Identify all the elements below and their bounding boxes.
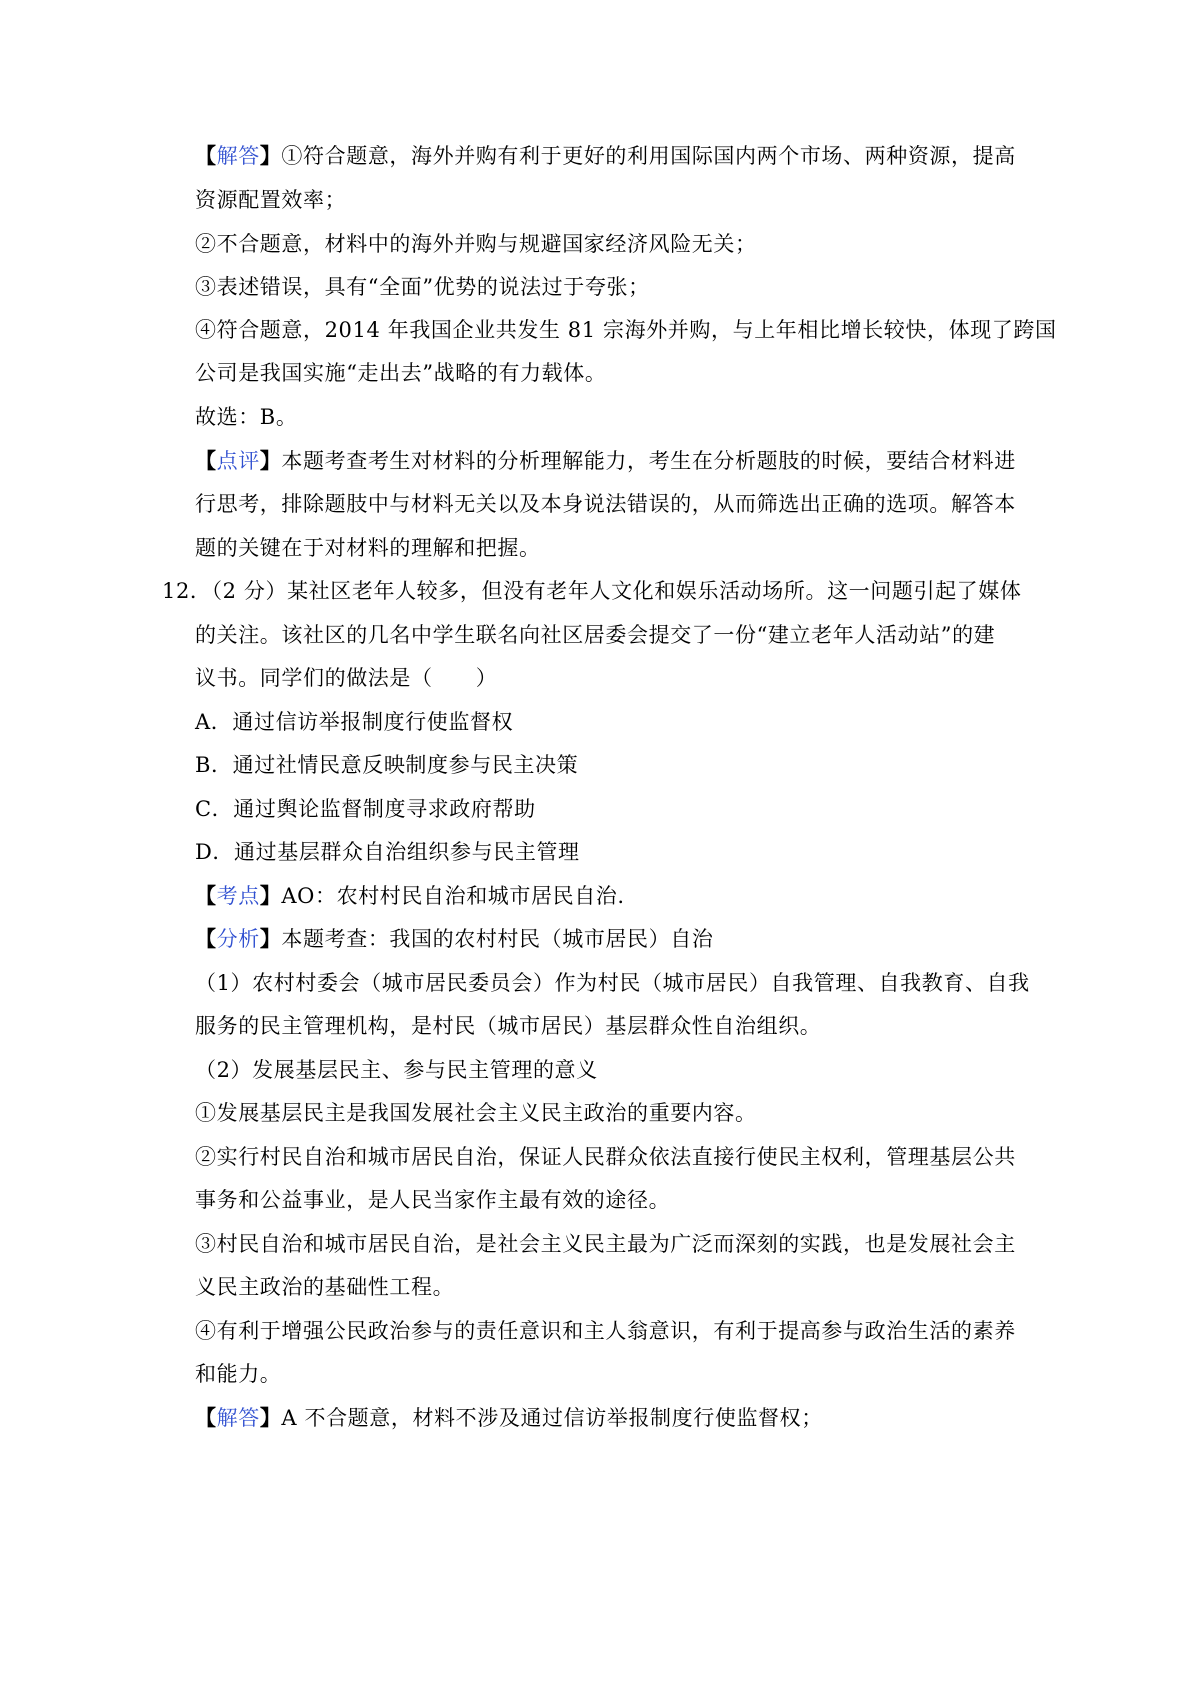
prev-answer-line-1: 【解答】①符合题意，海外并购有利于更好的利用国际国内两个市场、两种资源，提高: [195, 143, 1016, 168]
kaodian-line: 【考点】AO：农村村民自治和城市居民自治.: [195, 883, 625, 908]
comment-line-1: 【点评】本题考查考生对材料的分析理解能力，考生在分析题肢的时候，要结合材料进: [195, 448, 1016, 473]
fenxi-tag: 分析: [216, 927, 260, 951]
fenxi-line-10: ④有利于增强公民政治参与的责任意识和主人翁意识，有利于提高参与政治生活的素养: [195, 1319, 1016, 1343]
fenxi-line-9: 义民主政治的基础性工程。: [195, 1275, 455, 1299]
answer-tag: 解答: [216, 144, 260, 168]
question-12-line-3: 议书。同学们的做法是（ ）: [195, 666, 498, 690]
prev-answer-line-3: ②不合题意，材料中的海外并购与规避国家经济风险无关；: [195, 232, 757, 256]
question-12-line-1: 12．（2 分）某社区老年人较多，但没有老年人文化和娱乐活动场所。这一问题引起了媒体: [162, 579, 1022, 603]
option-c: C．通过舆论监督制度寻求政府帮助: [195, 797, 536, 821]
jieda-tag: 解答: [216, 1406, 260, 1430]
fenxi-line-4: （2）发展基层民主、参与民主管理的意义: [195, 1058, 598, 1082]
fenxi-line-5: ①发展基层民主是我国发展社会主义民主政治的重要内容。: [195, 1101, 757, 1125]
prev-answer-line-7: 故选：B。: [195, 405, 298, 429]
question-number: 12．: [162, 579, 212, 603]
comment-line-3: 题的关键在于对材料的理解和把握。: [195, 536, 541, 560]
fenxi-line-6: ②实行村民自治和城市居民自治，保证人民群众依法直接行使民主权利，管理基层公共: [195, 1145, 1016, 1169]
fenxi-line-1: 【分析】本题考查：我国的农村村民（城市居民）自治: [195, 926, 714, 951]
comment-tag: 点评: [216, 449, 260, 473]
fenxi-line-7: 事务和公益事业，是人民当家作主最有效的途径。: [195, 1188, 671, 1212]
question-12-line-2: 的关注。该社区的几名中学生联名向社区居委会提交了一份“建立老年人活动站”的建: [195, 623, 996, 647]
prev-answer-line-4: ③表述错误，具有“全面”优势的说法过于夸张；: [195, 275, 650, 299]
fenxi-line-2: （1）农村村委会（城市居民委员会）作为村民（城市居民）自我管理、自我教育、自我: [195, 971, 1030, 995]
kaodian-tag: 考点: [216, 884, 260, 908]
fenxi-line-8: ③村民自治和城市居民自治，是社会主义民主最为广泛而深刻的实践，也是发展社会主: [195, 1232, 1016, 1256]
fenxi-line-11: 和能力。: [195, 1362, 282, 1386]
comment-line-2: 行思考，排除题肢中与材料无关以及本身说法错误的，从而筛选出正确的选项。解答本: [195, 492, 1016, 516]
prev-answer-line-6: 公司是我国实施“走出去”战略的有力载体。: [195, 361, 607, 385]
option-b: B．通过社情民意反映制度参与民主决策: [195, 753, 579, 777]
prev-answer-line-5: ④符合题意，2014 年我国企业共发生 81 宗海外并购，与上年相比增长较快，体现了跨国: [195, 318, 1057, 342]
prev-answer-line-2: 资源配置效率；: [195, 188, 347, 212]
option-d: D．通过基层群众自治组织参与民主管理: [195, 840, 580, 864]
option-a: A．通过信访举报制度行使监督权: [195, 710, 514, 734]
fenxi-line-3: 服务的民主管理机构，是村民（城市居民）基层群众性自治组织。: [195, 1014, 822, 1038]
jieda-line: 【解答】A 不合题意，材料不涉及通过信访举报制度行使监督权；: [195, 1405, 823, 1430]
